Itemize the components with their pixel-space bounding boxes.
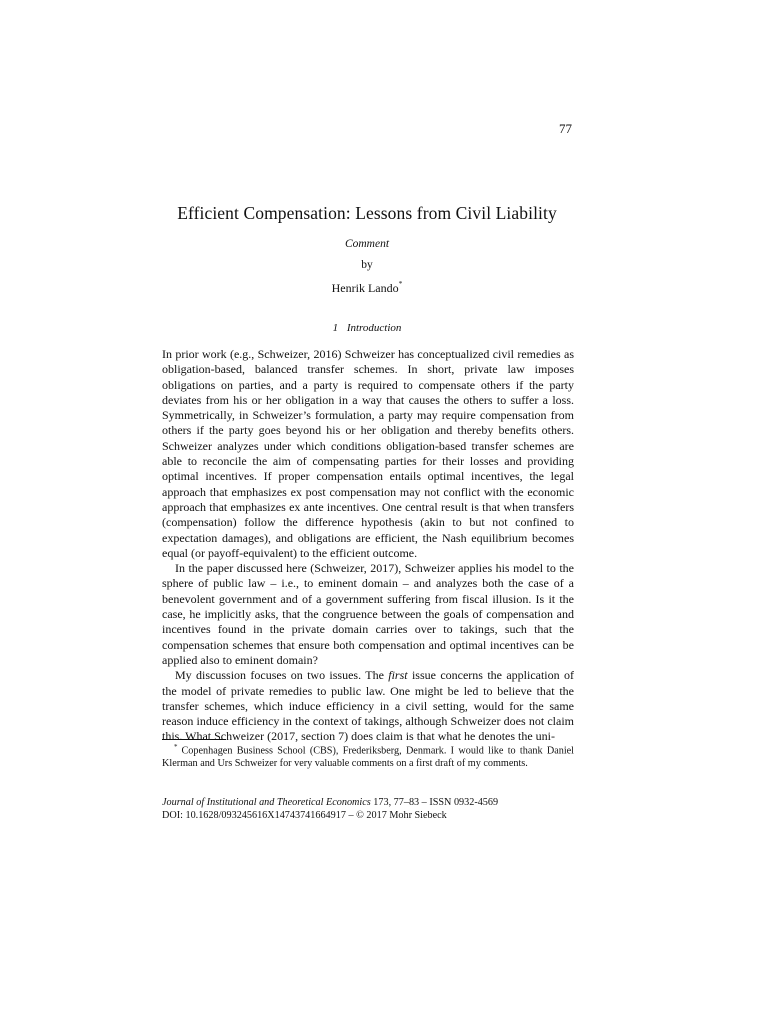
footnote-text: Copenhagen Business School (CBS), Frederiksberg, Denmark. I would like to thank Daniel Klerman and Urs Schweizer for very valuable comments on a first draft of my comments. [162,745,574,770]
paragraph-3-end: issue concerns the application of the model of private remedies to public law. One might be led to believe that the transfer schemes, which induce efficiency in a civil setting, would for the same reason induce efficiency in the context of takings, although Schweizer does not claim this. What Schweizer (2017, section 7) does claim is that what he denotes the uni- [162,668,574,744]
byline-by: by [361,259,373,271]
footnote-divider [162,739,226,740]
paragraph-3 [162,668,574,744]
footnote-mark: * [174,743,178,751]
page-number: 77 [559,121,572,136]
section-heading [160,322,574,334]
author-name-text: Henrik Lando [331,281,399,295]
emphasis-first: first [388,668,408,683]
section-title: Introduction [346,322,402,334]
journal-name: Journal of Institutional and Theoretical Economics [162,797,371,808]
section-number: 1 [332,322,339,334]
journal-citation-line [162,796,574,809]
journal-citation: 173, 77–83 – ISSN 0932-4569 [370,797,499,808]
article-title: Efficient Compensation: Lessons from Civil Liability [177,203,557,223]
paragraph-1: In prior work (e.g., Schweizer, 2016) Schweizer has conceptualized civil remedies as obligation-based, balanced transfer schemes. In short, private law imposes obligations on parties, and a party is required to compensate others if the party deviates from his or her obligation in a way that causes the others to suffer a loss. Symmetrically, in Schweizer’s formulation, a party may require compensation from others if the party goes beyond his or her obligation and thereby benefits others. Schweizer analyzes under which conditions obligation-based transfer schemes are able to reconcile the aim of compensating parties for their losses and providing optimal incentives. If proper compensation entails optimal incentives, the legal approach that emphasizes ex post compensation may not conflict with the economic approach that emphasizes ex ante incentives. One central result is that when transfers (compensation) follow the difference hypothesis (akin to but not confined to expectation damages), and obligations are efficient, the Nash equilibrium becomes equal (or payoff-equivalent) to the efficient outcome. [162,347,574,560]
body-text [162,347,574,745]
doi-line: DOI: 10.1628/093245616X14743741664917 – © 2017 Mohr Siebeck [162,810,447,821]
author-name [160,280,574,296]
paragraph-3-start: My discussion focuses on two issues. The [175,668,389,683]
paragraph-2: In the paper discussed here (Schweizer, 2017), Schweizer applies his model to the sphere of public law – i.e., to eminent domain – and analyzes both the case of a benevolent government and of a government suffering from fiscal illusion. Is it the case, he implicitly asks, that the congruence between the goals of compensation and incentives found in the private domain carries over to takings, such that the compensation schemes that ensure both compensation and optimal incentives can be applied also to eminent domain? [162,561,574,667]
journal-info [162,796,574,822]
footnote-marker: * [398,279,403,288]
footnote [162,741,574,770]
article-subtitle: Comment [344,238,390,250]
